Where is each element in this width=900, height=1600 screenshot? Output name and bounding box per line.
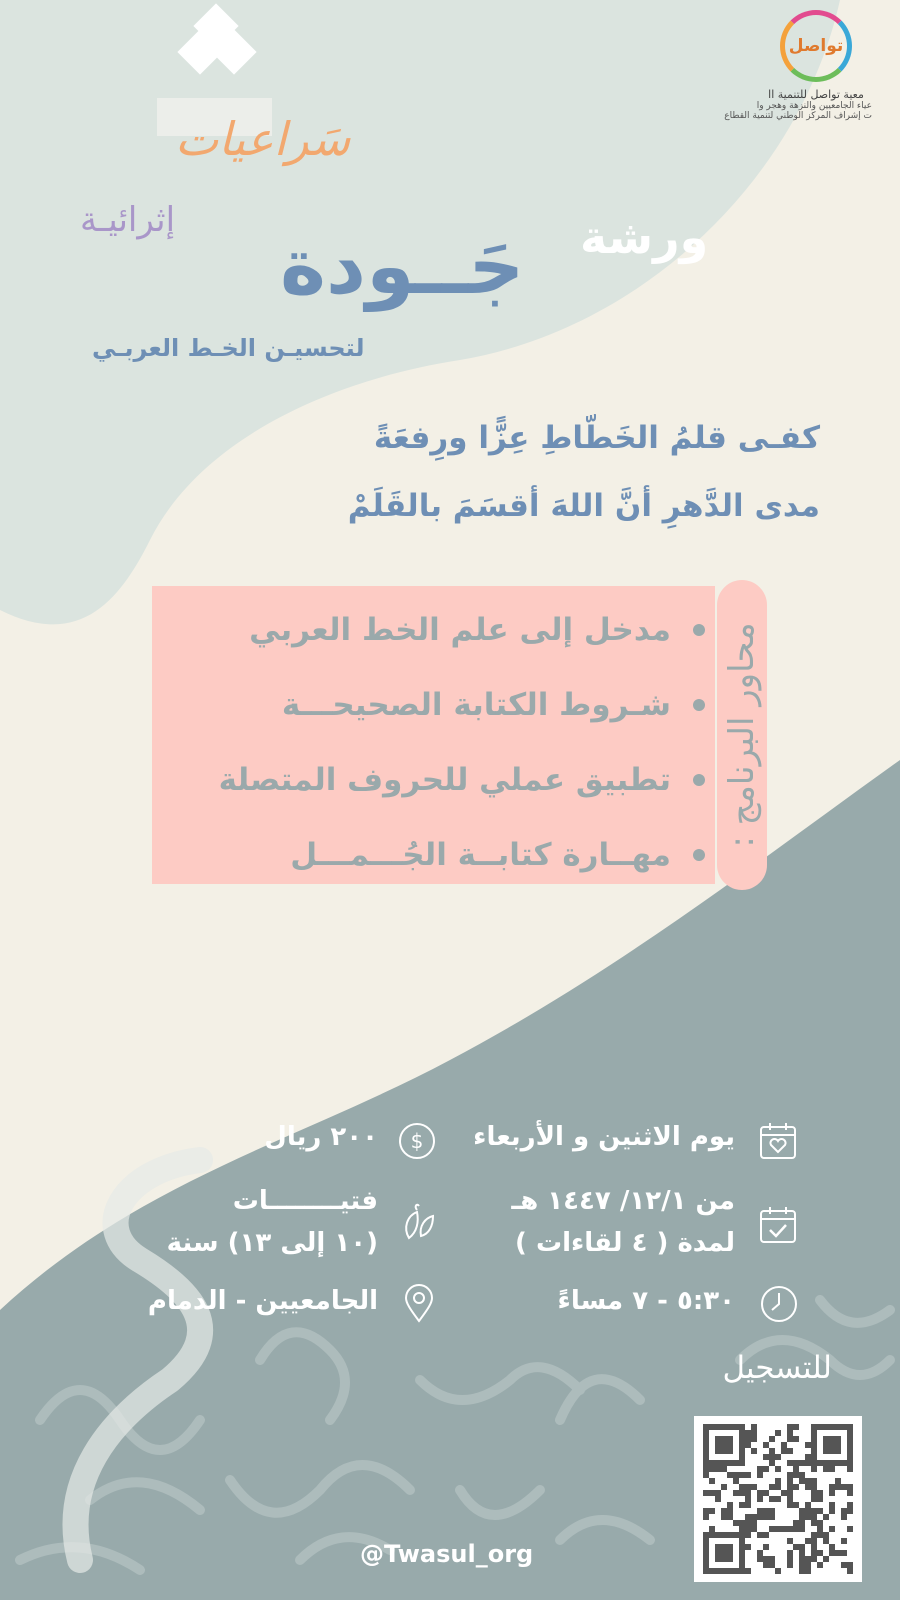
bullet-icon xyxy=(693,849,705,861)
program-heading-pill xyxy=(717,580,767,890)
verse-line-2: مدى الدَّهرِ أنَّ اللهَ أقسَمَ بالقَلَمْ xyxy=(347,488,820,524)
series-badge: سَراعيات xyxy=(175,112,351,166)
logo-line-3: ت إشراف المركز الوطني لتنمية القطاع xyxy=(724,111,872,121)
program-item-text: شـروط الكتابة الصحيحـــة xyxy=(281,686,671,723)
badge-type: إثرائيـة xyxy=(80,200,176,240)
svg-text:$: $ xyxy=(410,1129,424,1153)
bullet-icon xyxy=(693,774,705,786)
program-item-text: مهــارة كتابــة الجُـــمـــل xyxy=(290,836,671,873)
leaf-icon xyxy=(397,1202,439,1244)
dollar-coin-icon xyxy=(396,1120,438,1162)
social-handle[interactable]: @Twasul_org xyxy=(360,1540,534,1568)
workshop-title: جَــودة xyxy=(280,222,525,312)
audience-line-2: (١٠ إلى ١٣) سنة xyxy=(166,1228,378,1258)
time-text: ٥:٣٠ - ٧ مساءً xyxy=(557,1286,735,1316)
qr-code-pattern xyxy=(694,1416,862,1582)
program-item xyxy=(160,592,715,667)
registration-qr-code[interactable] xyxy=(694,1416,862,1582)
program-item xyxy=(160,817,715,892)
verse-line-1: كفـى قلمُ الخَطّاطِ عِزًّا ورِفعَةً xyxy=(373,420,820,456)
audience-line-1: فتيــــــــات xyxy=(232,1186,378,1216)
price-text: ٢٠٠ ريال xyxy=(264,1122,378,1152)
registration-label: للتسجيل xyxy=(722,1350,832,1386)
location-text: الجامعيين - الدمام xyxy=(147,1286,378,1316)
calendar-check-icon xyxy=(757,1204,799,1246)
logo-line-1: معية تواصل للتنمية اا xyxy=(768,88,864,101)
workshop-subtitle: لتحسيـن الخـط العربـي xyxy=(92,334,365,362)
location-pin-icon xyxy=(398,1283,440,1325)
clock-icon xyxy=(758,1283,800,1325)
date-line-2: لمدة ( ٤ لقاءات ) xyxy=(515,1228,735,1258)
logo-ring xyxy=(780,10,852,82)
bullet-icon xyxy=(693,699,705,711)
program-item xyxy=(160,667,715,742)
program-heading: محاور البرنامج : xyxy=(722,622,762,848)
bullet-icon xyxy=(693,624,705,636)
calendar-heart-icon xyxy=(757,1120,799,1162)
program-item-text: تطبيق عملي للحروف المتصلة xyxy=(218,761,671,798)
program-list xyxy=(160,592,715,892)
program-item xyxy=(160,742,715,817)
logo-name: تواصل xyxy=(788,36,844,56)
days-text: يوم الاثنين و الأربعاء xyxy=(473,1122,735,1152)
date-line-1: من ١٢/١/ ١٤٤٧ هـ xyxy=(511,1186,735,1216)
logo-line-2: عياء الجامعيين والنزهة وهجر وا xyxy=(756,101,872,111)
twasul-logo xyxy=(724,10,872,121)
program-item-text: مدخل إلى علم الخط العربي xyxy=(249,611,671,648)
workshop-word: ورشة xyxy=(580,210,709,264)
